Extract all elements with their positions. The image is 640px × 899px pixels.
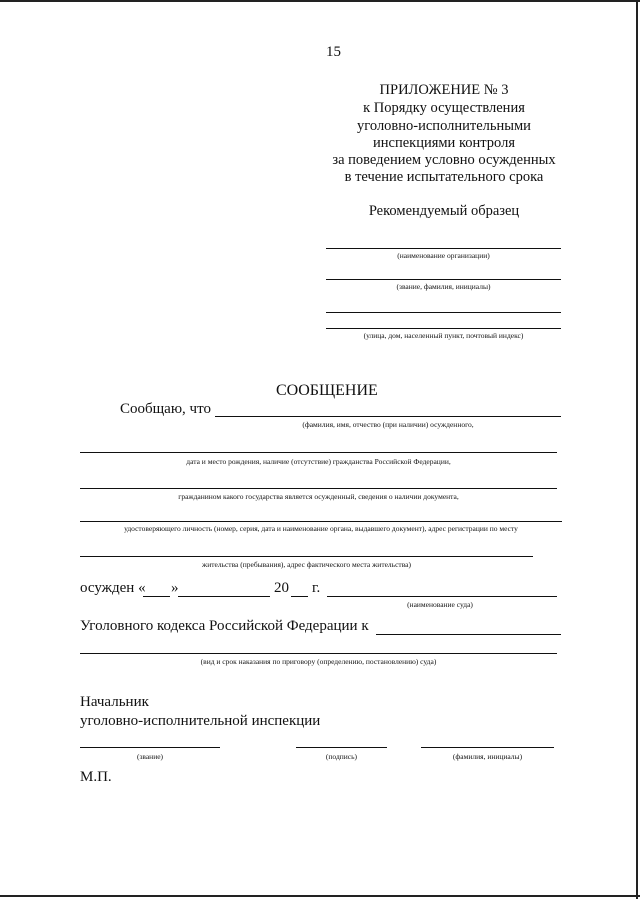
rank-name-line <box>326 279 561 280</box>
address-caption: (улица, дом, населенный пункт, почтовый индекс) <box>363 331 524 340</box>
signatory-position-line-2: уголовно-исполнительной инспекции <box>80 713 321 729</box>
identity-caption: удостоверяющего личность (номер, серия, дата и наименование органа, выдавшего документ), адрес регистрации по месту <box>124 524 518 533</box>
appendix-title: ПРИЛОЖЕНИЕ № 3 <box>379 82 509 98</box>
convicted-year-suffix: г. <box>312 580 321 596</box>
birth-line <box>80 452 557 453</box>
convicted-quote-close: » <box>171 580 179 596</box>
code-text: Уголовного кодекса Российской Федерации к <box>80 618 369 634</box>
punishment-caption: (вид и срок наказания по приговору (определению, постановлению) суда) <box>200 657 437 666</box>
citizenship-caption: гражданином какого государства является осужденный, сведения о наличии документа, <box>178 492 459 501</box>
convicted-month-line <box>178 596 270 597</box>
organization-caption: (наименование организации) <box>397 251 490 260</box>
sample-note: Рекомендуемый образец <box>368 203 520 219</box>
scan-border-right <box>636 0 638 899</box>
court-line <box>327 596 557 597</box>
code-article-line <box>376 634 561 635</box>
appendix-line-2: уголовно-исполнительными <box>357 118 531 134</box>
appendix-line-1: к Порядку осуществления <box>363 100 525 116</box>
signature-sign-line <box>296 747 387 748</box>
page-number: 15 <box>326 44 341 60</box>
punishment-line <box>80 653 557 654</box>
citizenship-line <box>80 488 557 489</box>
convicted-label: осужден « <box>80 580 146 596</box>
identity-line <box>80 521 562 522</box>
court-caption: (наименование суда) <box>407 600 473 609</box>
residence-line <box>80 556 533 557</box>
convicted-day-line <box>143 596 170 597</box>
residence-caption: жительства (пребывания), адрес фактического места жительства) <box>202 560 411 569</box>
name-sign-line <box>421 747 554 748</box>
rank-name-caption: (звание, фамилия, инициалы) <box>396 282 491 291</box>
birth-caption: дата и место рождения, наличие (отсутствие) гражданства Российской Федерации, <box>186 457 451 466</box>
address-line-1 <box>326 312 561 313</box>
appendix-line-4: за поведением условно осужденных <box>332 152 556 168</box>
name-caption: (фамилия, инициалы) <box>452 752 523 761</box>
full-name-line <box>215 416 561 417</box>
full-name-caption: (фамилия, имя, отчество (при наличии) осужденного, <box>302 420 474 429</box>
signatory-position-line-1: Начальник <box>80 694 149 710</box>
appendix-line-3: инспекциями контроля <box>373 135 515 151</box>
address-line-2 <box>326 328 561 329</box>
rank-caption: (звание) <box>136 752 164 761</box>
report-intro: Сообщаю, что <box>120 401 211 417</box>
document-title: СООБЩЕНИЕ <box>276 382 378 399</box>
scan-border-top <box>0 0 640 2</box>
convicted-year-line <box>291 596 308 597</box>
appendix-line-5: в течение испытательного срока <box>344 169 544 185</box>
convicted-year-prefix: 20 <box>274 580 289 596</box>
rank-sign-line <box>80 747 220 748</box>
scan-border-bottom <box>0 895 640 897</box>
stamp-place: М.П. <box>80 769 112 785</box>
organization-line <box>326 248 561 249</box>
signature-caption: (подпись) <box>325 752 358 761</box>
